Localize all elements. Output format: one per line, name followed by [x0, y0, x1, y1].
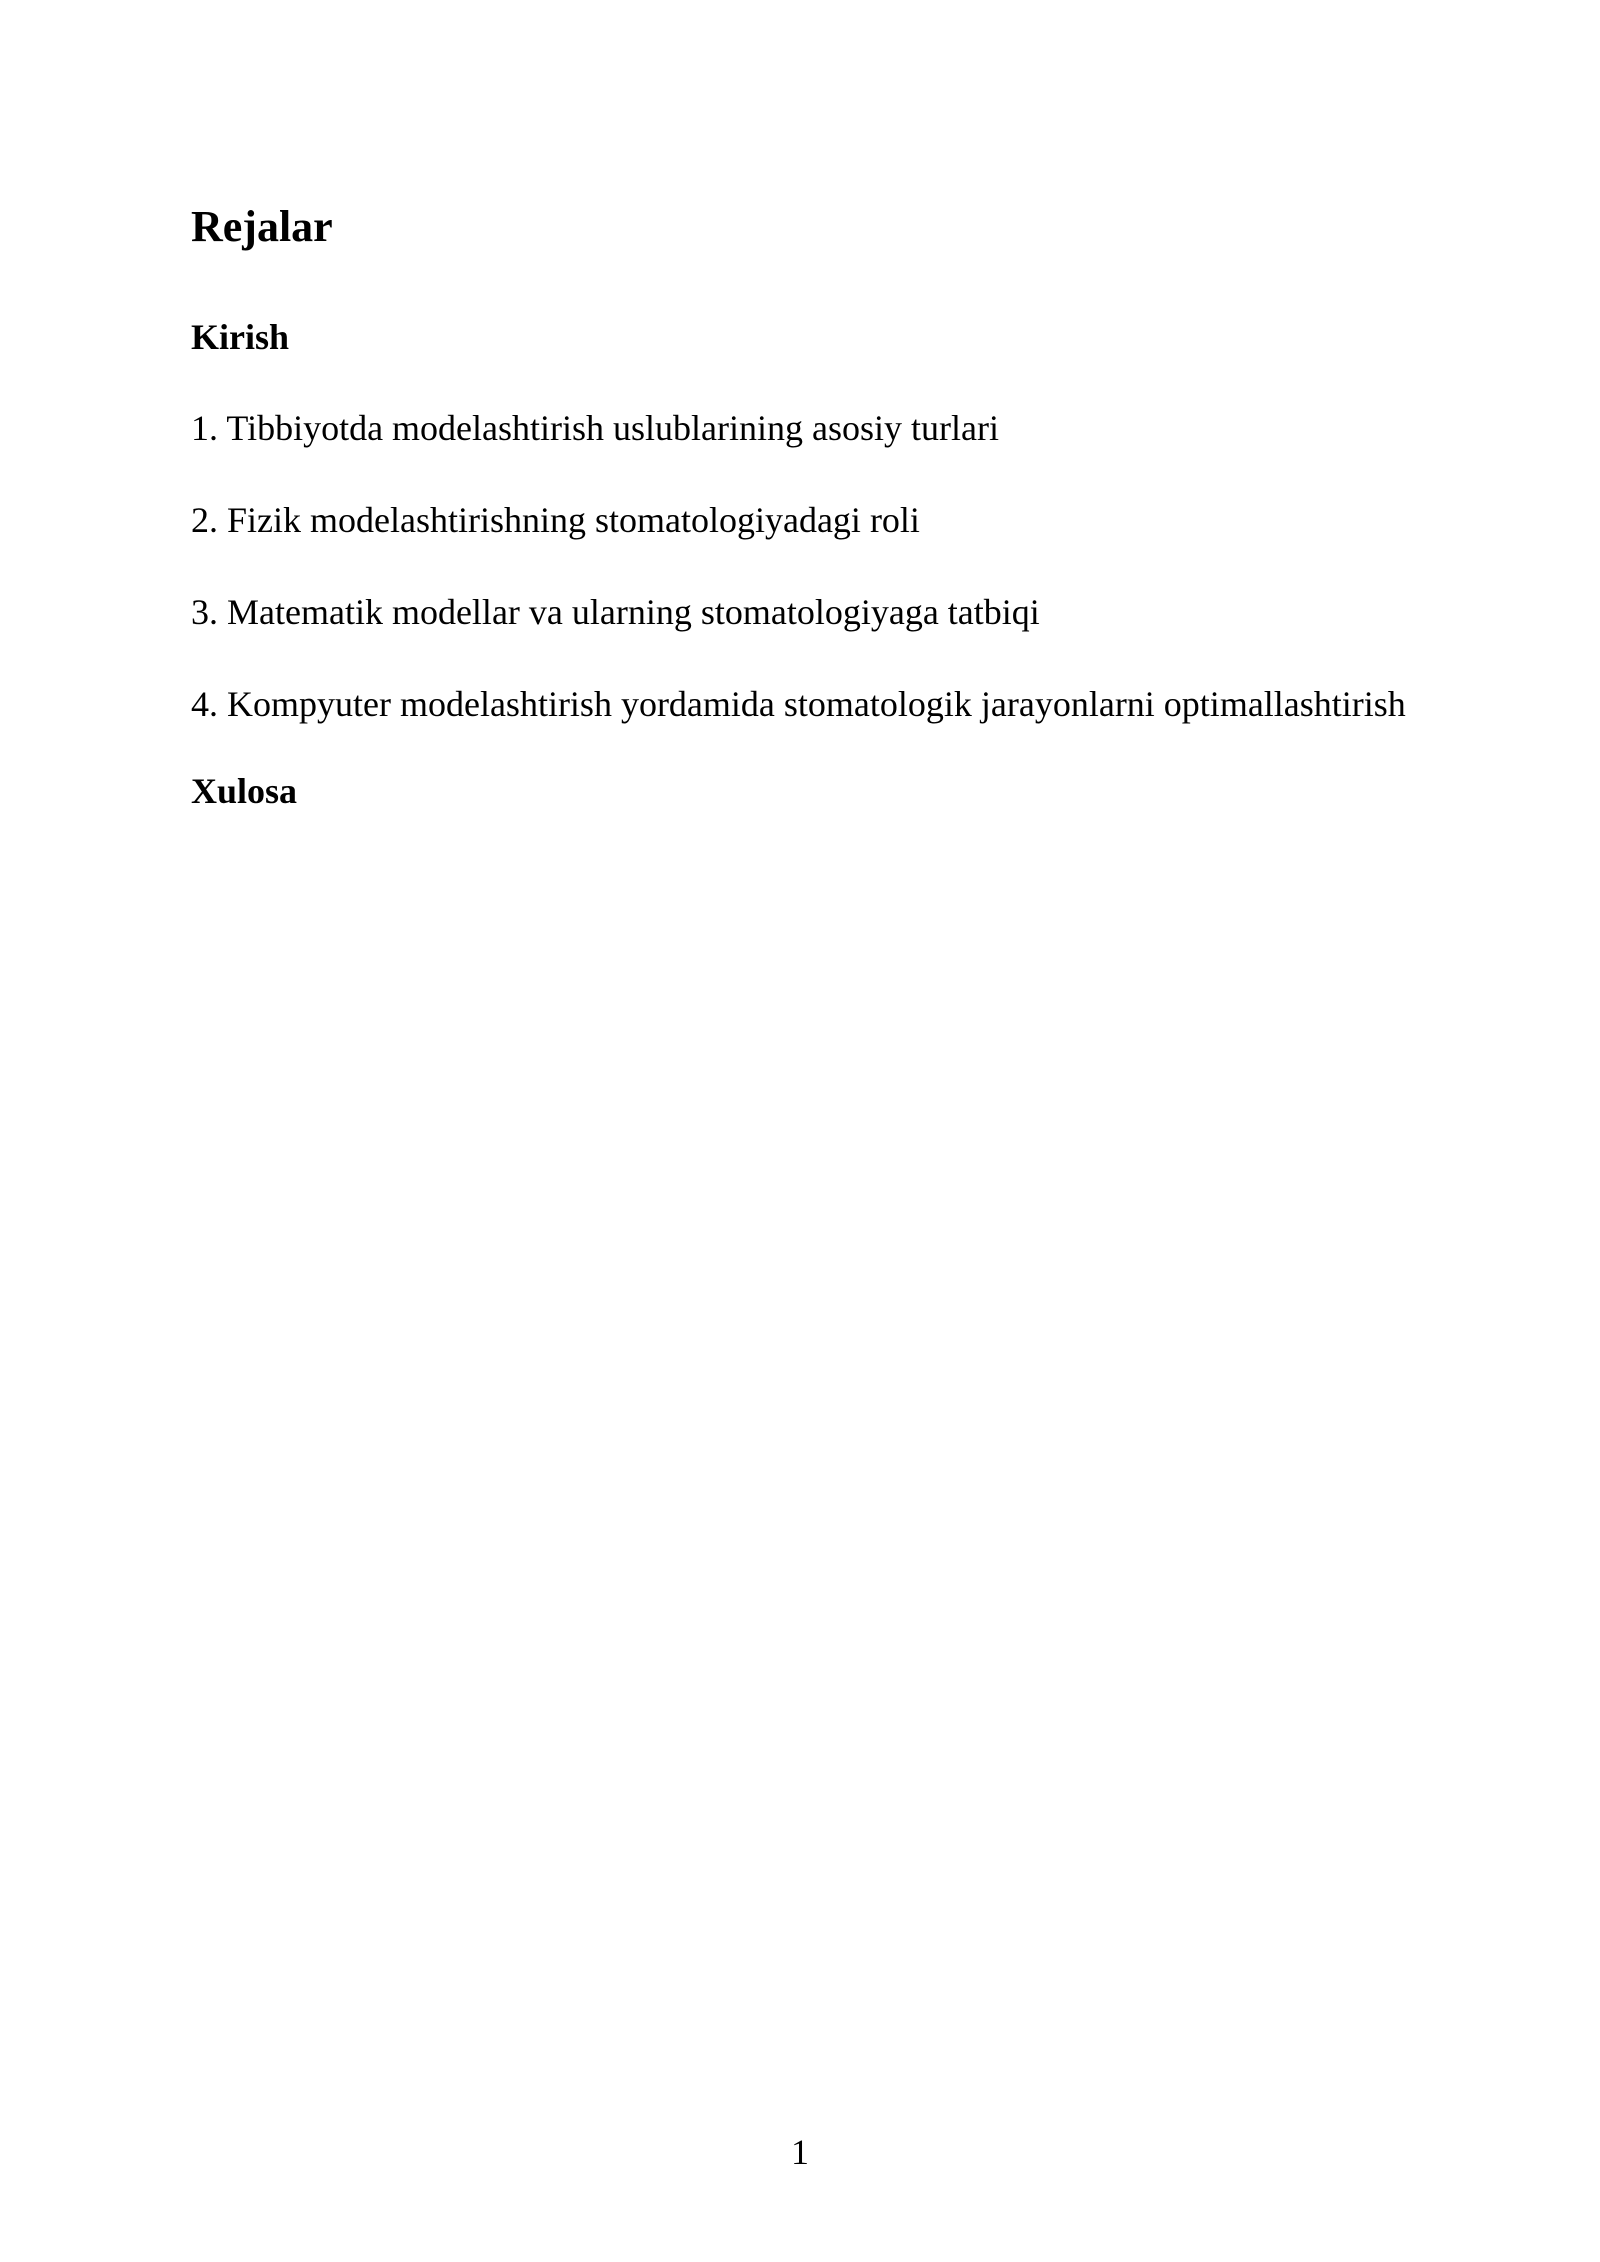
- page-content: [191, 196, 1417, 818]
- page-number: 1: [791, 2132, 809, 2172]
- plan-list: [191, 400, 1417, 732]
- conclusion-heading: Xulosa: [191, 771, 298, 811]
- page-title: Rejalar: [191, 202, 333, 251]
- plan-item-1: 1. Tibbiyotda modelashtirish uslublarining asosiy turlari: [191, 408, 999, 448]
- plan-item-3: 3. Matematik modellar va ularning stomatologiyaga tatbiqi: [191, 592, 1040, 632]
- plan-item-4: 4. Kompyuter modelashtirish yordamida stomatologik jarayonlarni optimallashtirish: [191, 684, 1406, 724]
- intro-heading: Kirish: [191, 317, 290, 357]
- plan-item-2: 2. Fizik modelashtirishning stomatologiyadagi roli: [191, 500, 920, 540]
